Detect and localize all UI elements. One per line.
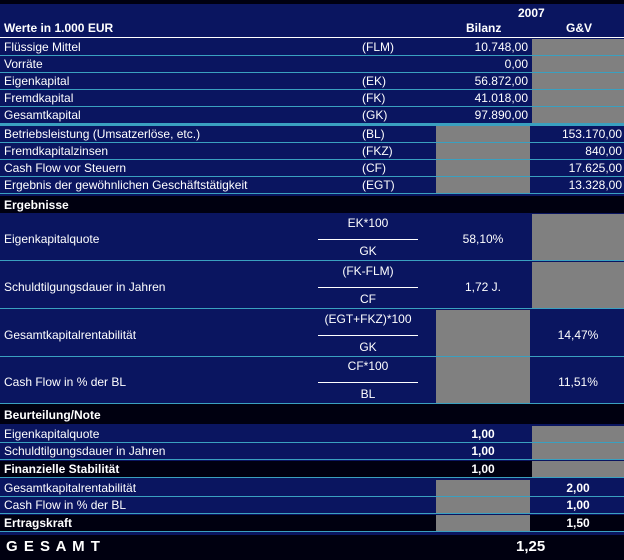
guv-result[interactable]: 11,51% xyxy=(558,375,598,389)
guv-empty-cell xyxy=(532,107,624,123)
header-rule xyxy=(0,37,624,38)
bilanz-empty-cell xyxy=(436,310,530,356)
guv-empty-cell xyxy=(532,56,624,72)
bilanz-cell[interactable]: 10.748,00 xyxy=(474,40,528,54)
ergebnis-label: Gesamtkapitalrentabilität xyxy=(4,328,137,342)
formula-fraction-line xyxy=(318,382,418,383)
bilanz-note[interactable]: 1,00 xyxy=(471,462,495,476)
row-label: Fremdkapital xyxy=(4,91,74,105)
formula-numerator: (FK-FLM) xyxy=(342,264,394,278)
beurteilung-title: Beurteilung/Note xyxy=(4,408,101,422)
note-divider xyxy=(0,459,624,460)
row-abbr: (CF) xyxy=(362,161,386,175)
formula-fraction-line xyxy=(318,335,418,336)
ergebnisse-band xyxy=(0,196,624,213)
bilanz-empty-cell xyxy=(436,480,530,496)
guv-cell[interactable]: 840,00 xyxy=(585,144,622,158)
bilanz-result[interactable]: 58,10% xyxy=(462,232,504,246)
guv-empty-cell xyxy=(532,90,624,106)
row-divider xyxy=(0,55,624,56)
ergebnis-label: Eigenkapitalquote xyxy=(4,232,100,246)
ergebnis-divider xyxy=(0,356,624,357)
ergebnis-divider xyxy=(0,260,624,261)
guv-empty-cell xyxy=(532,426,624,442)
row-abbr: (FKZ) xyxy=(362,144,393,158)
section-divider xyxy=(0,124,624,126)
col-bilanz-header: Bilanz xyxy=(466,21,502,35)
formula-denominator: BL xyxy=(360,387,376,401)
guv-empty-cell xyxy=(532,214,624,260)
note-label: Ertragskraft xyxy=(4,516,73,530)
guv-note[interactable]: 1,00 xyxy=(566,498,590,512)
note-divider xyxy=(0,531,624,532)
row-divider xyxy=(0,106,624,107)
note-divider xyxy=(0,442,624,443)
formula-numerator: CF*100 xyxy=(347,359,389,373)
bilanz-note[interactable]: 1,00 xyxy=(471,444,495,458)
row-label: Gesamtkapital xyxy=(4,108,81,122)
row-label: Vorräte xyxy=(4,57,43,71)
bilanz-empty-cell xyxy=(436,177,530,193)
row-abbr: (EGT) xyxy=(362,178,395,192)
guv-cell[interactable]: 17.625,00 xyxy=(568,161,622,175)
guv-empty-cell xyxy=(532,262,624,308)
col-guv-header: G&V xyxy=(566,21,593,35)
subtotal-band xyxy=(0,515,624,532)
row-abbr: (EK) xyxy=(362,74,386,88)
ergebnisse-title: Ergebnisse xyxy=(4,198,69,212)
bilanz-cell[interactable]: 97.890,00 xyxy=(474,108,528,122)
row-abbr: (FLM) xyxy=(362,40,394,54)
formula-numerator: EK*100 xyxy=(347,216,389,230)
row-divider xyxy=(0,176,624,177)
note-label: Finanzielle Stabilität xyxy=(4,462,120,476)
note-divider xyxy=(0,496,624,497)
note-label: Schuldtilgungsdauer in Jahren xyxy=(4,444,166,458)
row-divider xyxy=(0,193,624,194)
guv-empty-cell xyxy=(532,73,624,89)
formula-numerator: (EGT+FKZ)*100 xyxy=(324,312,412,326)
formula-denominator: GK xyxy=(359,340,377,354)
units-label: Werte in 1.000 EUR xyxy=(4,21,114,35)
bilanz-cell[interactable]: 0,00 xyxy=(504,57,528,71)
note-label: Eigenkapitalquote xyxy=(4,427,100,441)
row-label: Fremdkapitalzinsen xyxy=(4,144,109,158)
bilanz-note[interactable]: 1,00 xyxy=(471,427,495,441)
bilanz-cell[interactable]: 41.018,00 xyxy=(474,91,528,105)
guv-empty-cell xyxy=(532,461,624,477)
note-divider xyxy=(0,477,624,478)
bilanz-empty-cell xyxy=(436,143,530,159)
bilanz-cell[interactable]: 56.872,00 xyxy=(474,74,528,88)
row-label: Ergebnis der gewöhnlichen Geschäftstätigkeit xyxy=(4,178,248,192)
row-divider xyxy=(0,142,624,143)
ergebnis-divider xyxy=(0,308,624,309)
row-label: Eigenkapital xyxy=(4,74,70,88)
formula-fraction-line xyxy=(318,239,418,240)
row-abbr: (FK) xyxy=(362,91,386,105)
guv-result[interactable]: 14,47% xyxy=(557,328,599,342)
row-label: Betriebsleistung (Umsatzerlöse, etc.) xyxy=(4,127,201,141)
guv-note[interactable]: 1,50 xyxy=(566,516,590,530)
formula-denominator: GK xyxy=(359,244,377,258)
row-abbr: (GK) xyxy=(362,108,388,122)
bilanz-empty-cell xyxy=(436,515,530,531)
guv-note[interactable]: 2,00 xyxy=(566,481,590,495)
note-divider xyxy=(0,513,624,514)
formula-denominator: CF xyxy=(360,292,376,306)
note-label: Cash Flow in % der BL xyxy=(4,498,127,512)
ergebnis-label: Schuldtilgungsdauer in Jahren xyxy=(4,280,166,294)
top-strip xyxy=(0,0,624,4)
formula-fraction-line xyxy=(318,287,418,288)
guv-cell[interactable]: 153.170,00 xyxy=(561,127,622,141)
row-divider xyxy=(0,89,624,90)
row-abbr: (BL) xyxy=(362,127,385,141)
note-label: Gesamtkapitalrentabilität xyxy=(4,481,137,495)
bilanz-empty-cell xyxy=(436,357,530,403)
bilanz-empty-cell xyxy=(436,160,530,176)
row-label: Flüssige Mittel xyxy=(4,40,81,54)
bilanz-empty-cell xyxy=(436,126,530,142)
row-divider xyxy=(0,159,624,160)
bilanz-empty-cell xyxy=(436,497,530,513)
row-divider xyxy=(0,72,624,73)
gesamt-label: G E S A M T xyxy=(6,538,101,555)
ergebnis-label: Cash Flow in % der BL xyxy=(4,375,127,389)
guv-empty-cell xyxy=(532,39,624,55)
guv-empty-cell xyxy=(532,443,624,459)
bilanz-result[interactable]: 1,72 J. xyxy=(464,280,502,294)
row-label: Cash Flow vor Steuern xyxy=(4,161,127,175)
gesamt-value: 1,25 xyxy=(516,538,546,555)
guv-cell[interactable]: 13.328,00 xyxy=(568,178,622,192)
year-header: 2007 xyxy=(518,6,545,20)
